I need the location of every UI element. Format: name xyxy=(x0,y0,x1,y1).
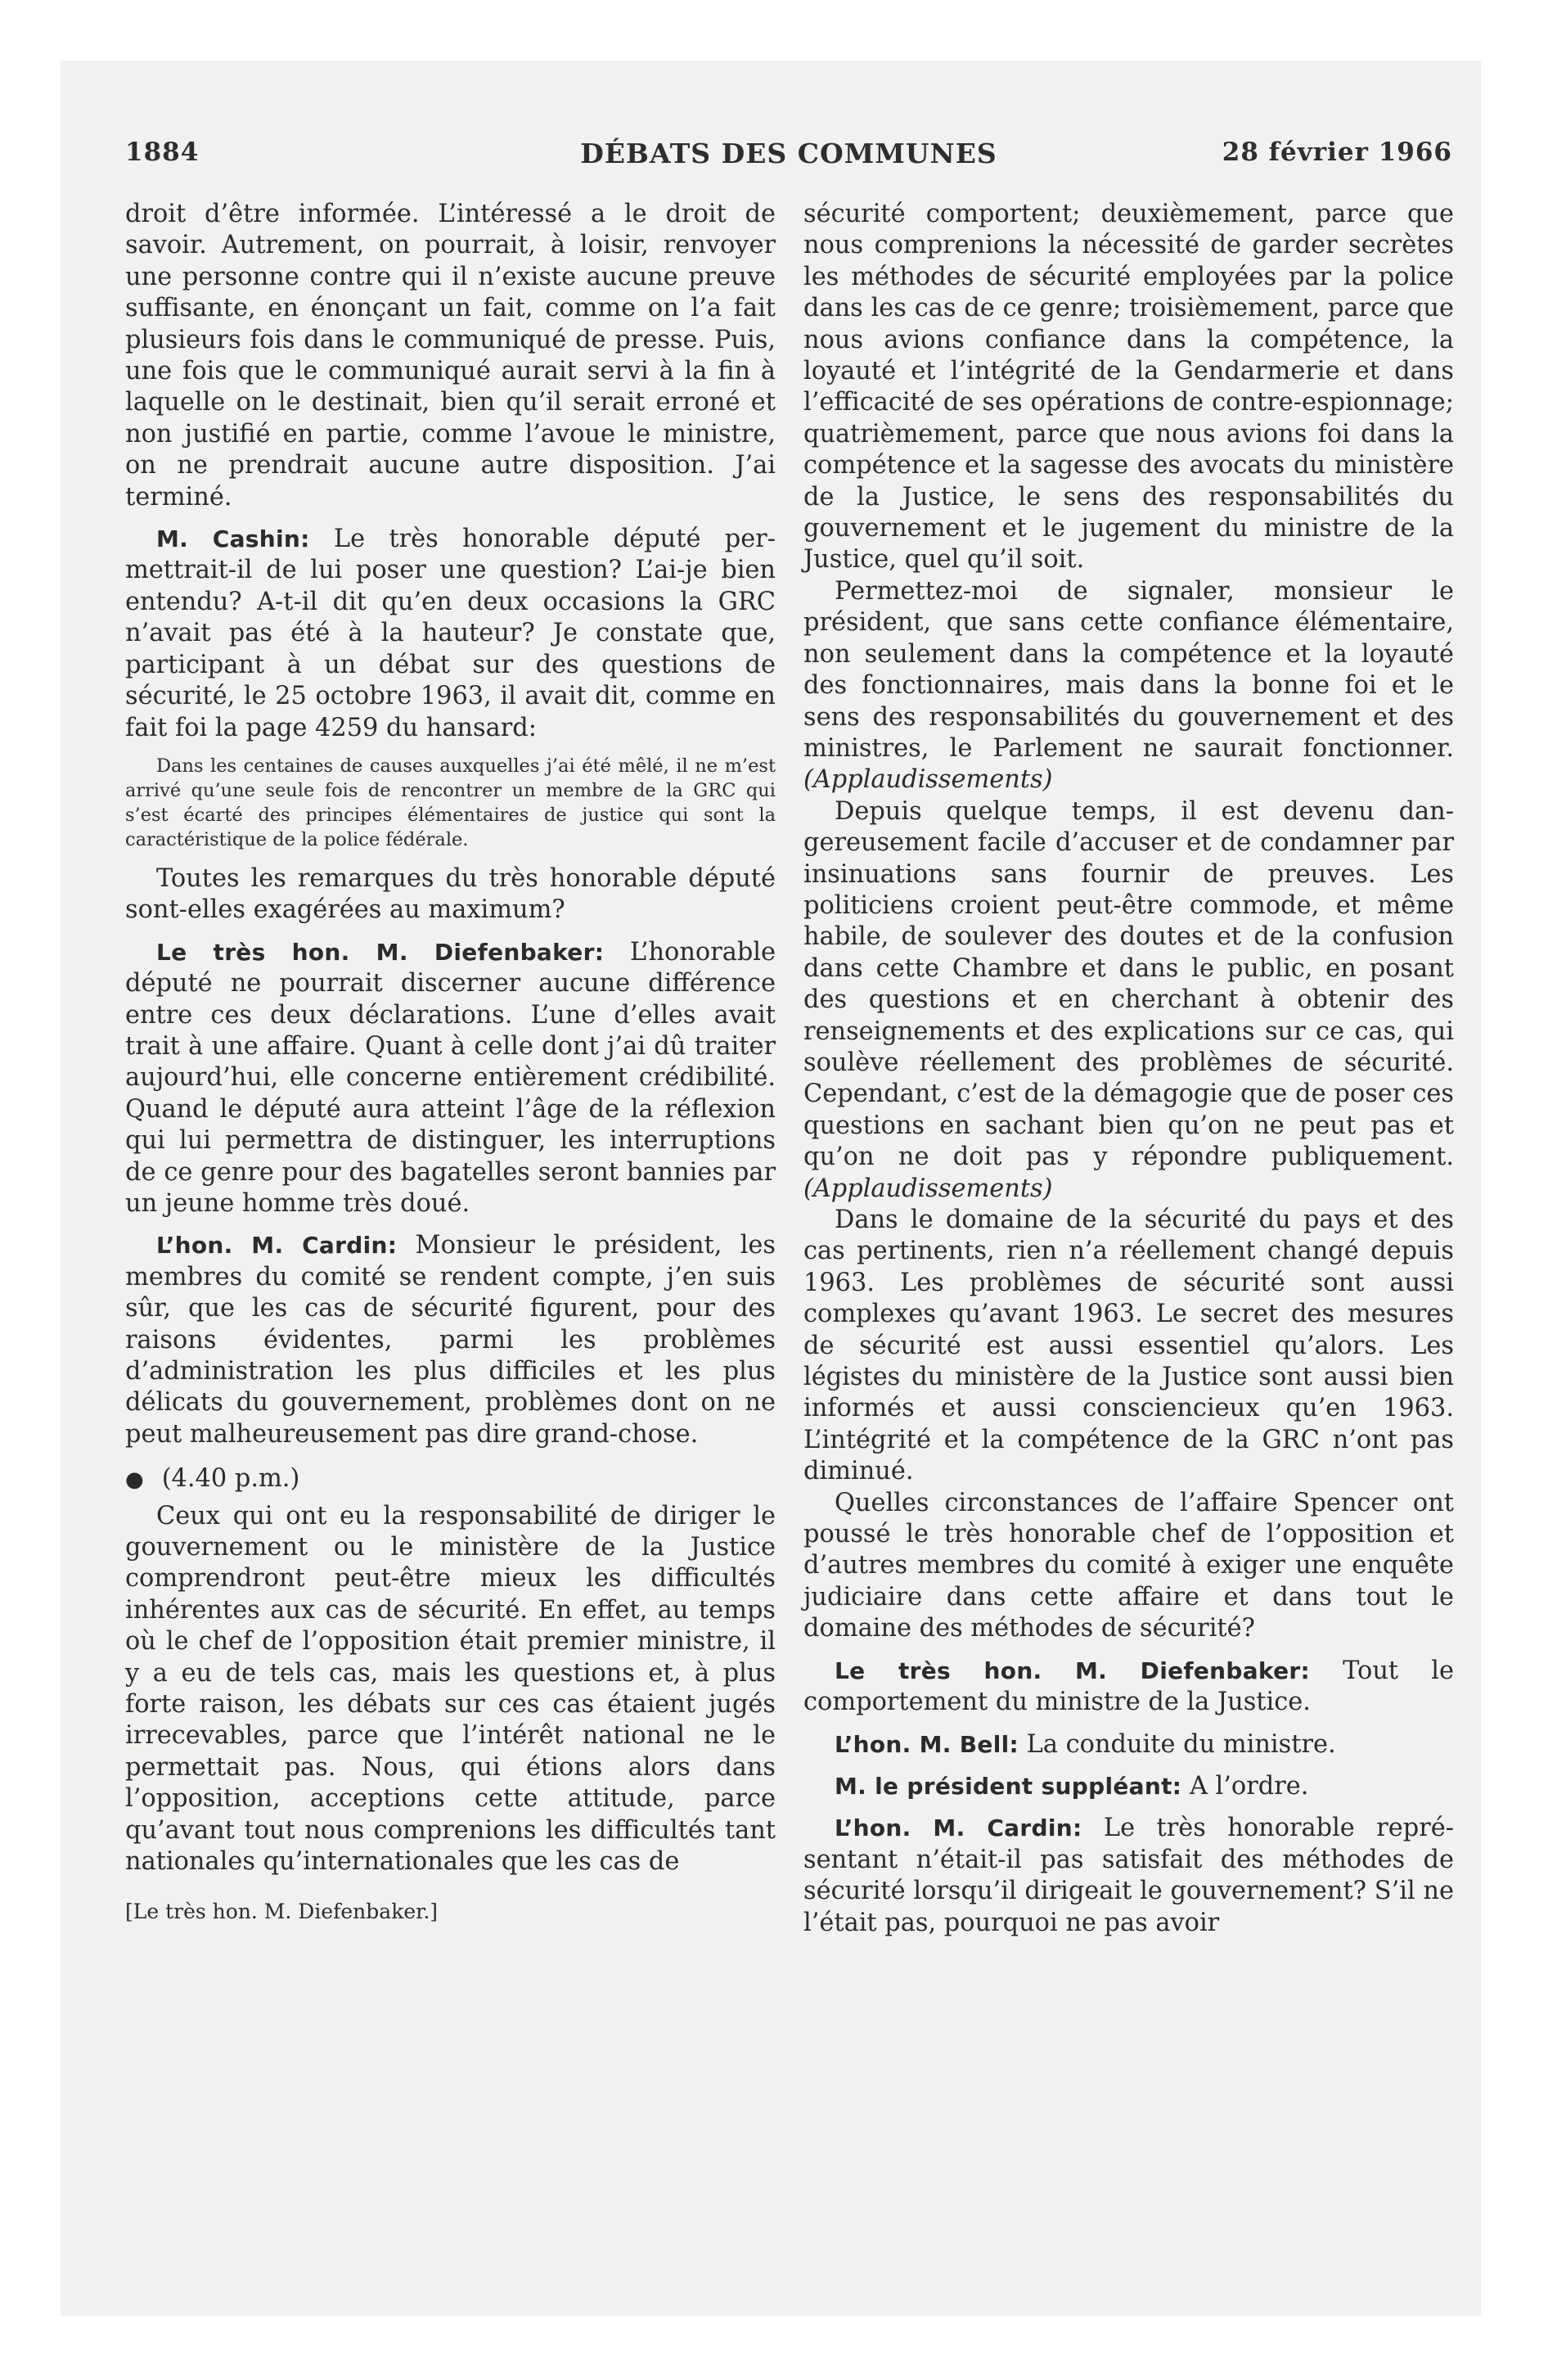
applause-note: (Applaudissements) xyxy=(803,1174,1053,1203)
bullet-icon: ● xyxy=(125,1467,144,1493)
page-number: 1884 xyxy=(125,137,200,167)
speech-text: La conduite du ministre. xyxy=(1019,1729,1336,1759)
speech-text: Monsieur le président, les membres du comité se rendent compte, j’en suis sûr, que les cas de sécurité figurent, pour des raisons évidentes, parmi les problèmes d’administration les plus difficiles et les plus délicats du gouvernement, problèmes dont on ne peut malheureusement pas dire grand-chose. xyxy=(125,1231,776,1449)
speech-text: Tout le comportement du ministre de la Justice. xyxy=(803,1656,1454,1717)
paragraph: Toutes les remarques du très honorable député sont-elles exagérées au maximum? xyxy=(125,863,776,925)
speech-text: Le très honorable député permettrait-il de lui poser une question? L’ai-je bien entendu? A-t-il dit qu’en deux occasions la GRC n’avait pas été à la hauteur? Je constate que, participant à un débat sur des questions de sécurité, le 25 octobre 1963, il avait dit, comme en fait foi la page 4259 du hansard: xyxy=(125,525,776,742)
left-column xyxy=(125,199,776,1927)
speech-paragraph xyxy=(803,1729,1454,1760)
time-text: (4.40 p.m.) xyxy=(161,1464,300,1494)
speech-paragraph xyxy=(803,1771,1454,1802)
paragraph-text: Permettez-moi de signaler, monsieur le président, que sans cette confiance élémentaire, non seulement dans la compétence et la loyauté des fonctionnaires, mais dans la bonne foi et le sens des responsabilités du gouvernement et des ministres, le Parlement ne saurait fonctionner. xyxy=(803,576,1454,763)
speaker-name: M. Cashin: xyxy=(156,525,310,553)
hansard-quote: Dans les centaines de causes auxquelles j’ai été mêlé, il ne m’est arrivé qu’une seule fois de rencontrer un membre de la GRC qui s’est écarté des principes élémentaires de justice qui sont la caractéristique de la police fédérale. xyxy=(125,755,776,850)
paragraph: Quelles circonstances de l’affaire Spencer ont poussé le très honorable chef de l’opposition et d’autres membres du comité à exiger une enquête judiciaire dans cette affaire et dans tout le domaine des méthodes de sécurité? xyxy=(803,1488,1454,1643)
header-date: 28 février 1966 xyxy=(1222,137,1452,167)
speech-paragraph xyxy=(125,937,776,1220)
time-stamp xyxy=(125,1463,776,1495)
paragraph xyxy=(803,576,1454,796)
page-header xyxy=(125,137,1452,174)
applause-note: (Applaudissements) xyxy=(803,765,1053,795)
speech-text: Le très honorable représentant n’était-il pas satisfait des méthodes de sécurité lorsqu’il dirigeait le gouvernement? S’il ne l’était pas, pourquoi ne pas avoir xyxy=(803,1814,1454,1937)
speech-paragraph xyxy=(125,524,776,744)
speech-paragraph xyxy=(803,1656,1454,1719)
speaker-name: L’hon. M. Cardin: xyxy=(835,1814,1082,1842)
paragraph: Ceux qui ont eu la responsabilité de diriger le gouvernement ou le ministère de la Justice comprendront peut-être mieux les difficultés inhérentes aux cas de sécurité. En effet, au temps où le chef de l’opposition était premier ministre, il y a eu de tels cas, mais les questions et, à plus forte raison, les débats sur ces cas étaient jugés irrecevables, parce que l’intérêt national ne le permettait pas. Nous, qui étions alors dans l’opposition, acceptions cette attitude, parce qu’avant tout nous comprenions les difficultés tant nationales qu’internationales que les cas de xyxy=(125,1501,776,1877)
speech-text: A l’ordre. xyxy=(1181,1771,1309,1801)
speaker-name: Le très hon. M. Diefenbaker: xyxy=(156,938,605,966)
speech-text: L’honorable député ne pourrait discerner aucune différence entre ces deux déclarations. L’une d’elles avait trait à une affaire. Quant à celle dont j’ai dû traiter aujourd’hui, elle concerne entièrement crédibilité. Quand le député aura atteint l’âge de la réflexion qui lui permettra de distinguer, les interruptions de ce genre pour des bagatelles seront bannies par un jeune homme très doué. xyxy=(125,937,776,1218)
page-footer: [Le très hon. M. Diefenbaker.] xyxy=(125,1899,439,1923)
right-column xyxy=(803,199,1454,1939)
speaker-name: Le très hon. M. Diefenbaker: xyxy=(835,1657,1310,1684)
paragraph: droit d’être informée. L’intéressé a le droit de savoir. Autrement, on pourrait, à loisir, renvoyer une personne contre qui il n’existe aucune preuve suffisante, en énonçant un fait, comme on l’a fait plusieurs fois dans le communiqué de presse. Puis, une fois que le communiqué aurait servi à la fin à laquelle on le destinait, bien qu’il serait erroné et non justifié en partie, comme l’avoue le ministre, on ne prendrait aucune autre disposition. J’ai terminé. xyxy=(125,200,776,512)
speaker-name: L’hon. M. Bell: xyxy=(835,1730,1019,1758)
journal-title: DÉBATS DES COMMUNES xyxy=(580,137,997,169)
speaker-name: L’hon. M. Cardin: xyxy=(156,1232,398,1260)
speaker-name: M. le président suppléant: xyxy=(835,1772,1182,1800)
paragraph: Dans le domaine de la sécurité du pays et des cas pertinents, rien n’a réellement changé depuis 1963. Les problèmes de sécurité sont aussi complexes qu’avant 1963. Le secret des mesures de sécurité est aussi essentiel qu’alors. Les légistes du ministère de la Justice sont aussi bien informés et aussi consciencieux qu’en 1963. L’intégrité et la compétence de la GRC n’ont pas diminué. xyxy=(803,1206,1454,1486)
speech-paragraph xyxy=(803,1813,1454,1939)
paragraph-text: Depuis quelque temps, il est devenu dangereusement facile d’accuser et de condamner par insinuations sans fournir de preuves. Les politiciens croient peut-être commode, et même habile, de soulever des doutes et de la confusion dans cette Chambre et dans le public, en posant des questions et en cherchant à obtenir des renseignements et des explications sur ce cas, qui soulève réellement des problèmes de sécurité. Cependant, c’est de la démagogie que de poser ces questions en sachant bien qu’on ne peut pas et qu’on ne doit pas y répondre publiquement. xyxy=(803,796,1454,1172)
paragraph xyxy=(803,796,1454,1205)
speech-paragraph xyxy=(125,1230,776,1450)
paragraph: sécurité comportent; deuxièmement, parce que nous comprenions la nécessité de garder secrètes les méthodes de sécurité employées par la police dans les cas de ce genre; troisièmement, parce que nous avions confiance dans la compétence, la loyauté et l’intégrité de la Gendarmerie et dans l’efficacité de ses opérations de contre-espionnage; quatrièmement, parce que nous avions foi dans la compétence et la sagesse des avocats du ministère de la Justice, le sens des responsabilités du gouvernement et le jugement du ministre de la Justice, quel qu’il soit. xyxy=(803,200,1454,575)
